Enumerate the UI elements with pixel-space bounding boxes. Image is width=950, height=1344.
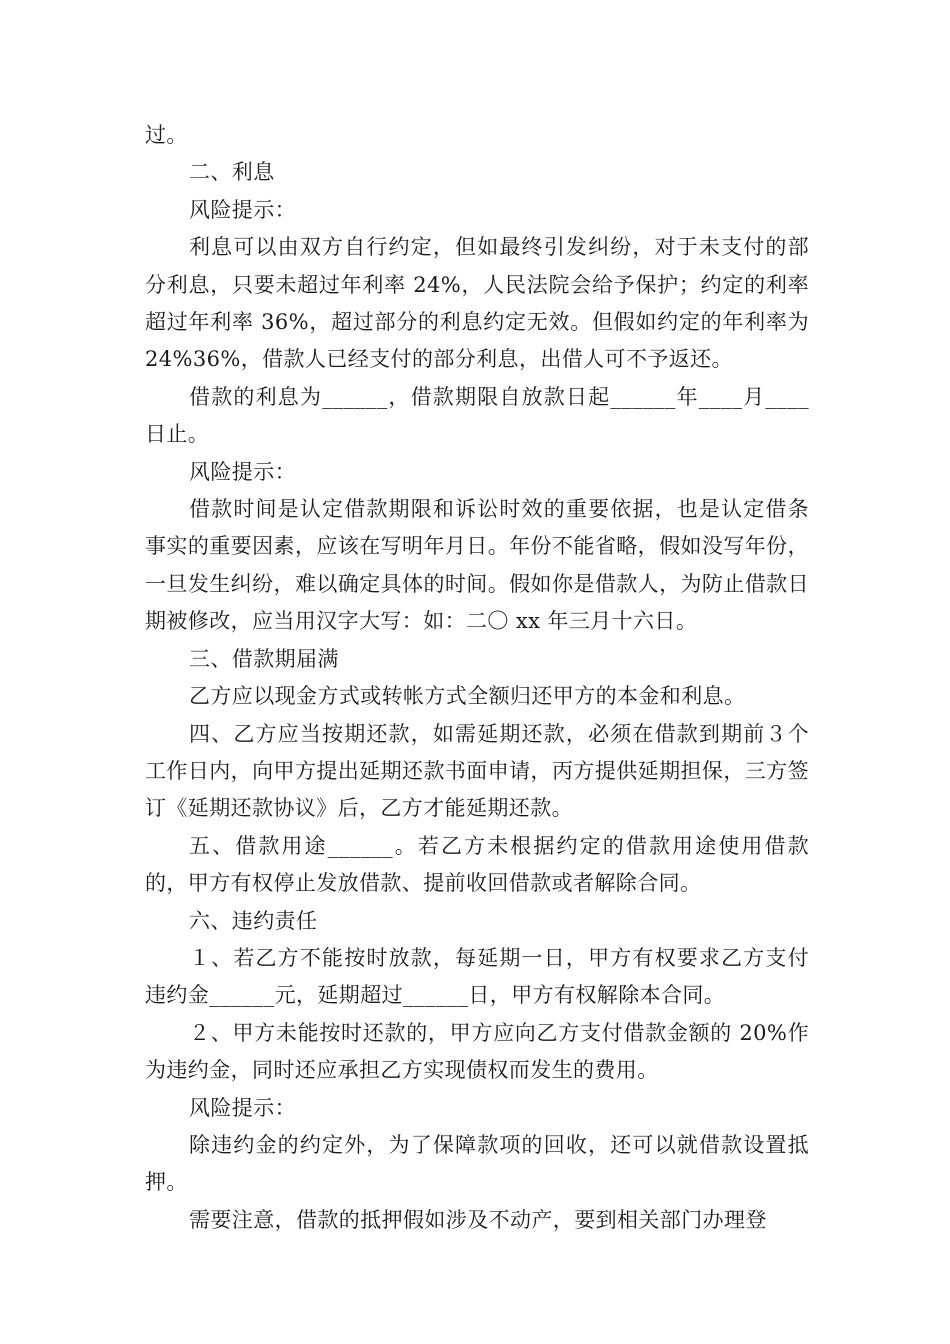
paragraph: 除违约金的约定外，为了保障款项的回收，还可以就借款设置抵押。	[145, 1132, 809, 1195]
risk-tip-label: 风险提示：	[189, 1095, 296, 1120]
paragraph: 过。	[145, 123, 188, 147]
risk-tip-label: 风险提示：	[189, 197, 296, 222]
paragraph: １、若乙方不能按时放款，每延期一日，甲方有权要求乙方支付违约金______元，延期超过______日，甲方有权解除本合同。	[145, 945, 809, 1008]
paragraph: 利息可以由双方自行约定，但如最终引发纠纷，对于未支付的部分利息，只要未超过年利率 24%，人民法院会给予保护；约定的利率超过年利率 36%，超过部分的利息约定无效。但假如约定的年利率为 24%36%，借款人已经支付的部分利息，出借人可不予返还。	[145, 235, 809, 372]
risk-tip-label: 风险提示：	[189, 459, 296, 484]
paragraph: 需要注意，借款的抵押假如涉及不动产，要到相关部门办理登	[189, 1207, 767, 1232]
paragraph: 借款时间是认定借款期限和诉讼时效的重要依据，也是认定借条事实的重要因素，应该在写明年月日。年份不能省略，假如没写年份，一旦发生纠纷，难以确定具体的时间。假如你是借款人，为防止借款日期被修改，应当用汉字大写：如：二〇 xx 年三月十六日。	[145, 497, 809, 634]
section-clause-five: 五、借款用途______。若乙方未根据约定的借款用途使用借款的，甲方有权停止发放借款、提前收回借款或者解除合同。	[145, 833, 809, 896]
section-clause-four: 四、乙方应当按期还款，如需延期还款，必须在借款到期前３个工作日内，向甲方提出延期还款书面申请，丙方提供延期担保，三方签订《延期还款协议》后，乙方才能延期还款。	[145, 721, 809, 821]
document-body	[145, 117, 809, 1239]
section-heading-liability: 六、违约责任	[189, 908, 318, 933]
paragraph: 借款的利息为______，借款期限自放款日起______年____月____日止。	[145, 384, 809, 447]
section-heading-loan-expiry: 三、借款期届满	[189, 646, 339, 671]
paragraph: 乙方应以现金方式或转帐方式全额归还甲方的本金和利息。	[189, 684, 746, 709]
section-heading-interest: 二、利息	[189, 160, 275, 185]
paragraph: ２、甲方未能按时还款的，甲方应向乙方支付借款金额的 20%作为违约金，同时还应承担乙方实现债权而发生的费用。	[145, 1020, 809, 1083]
